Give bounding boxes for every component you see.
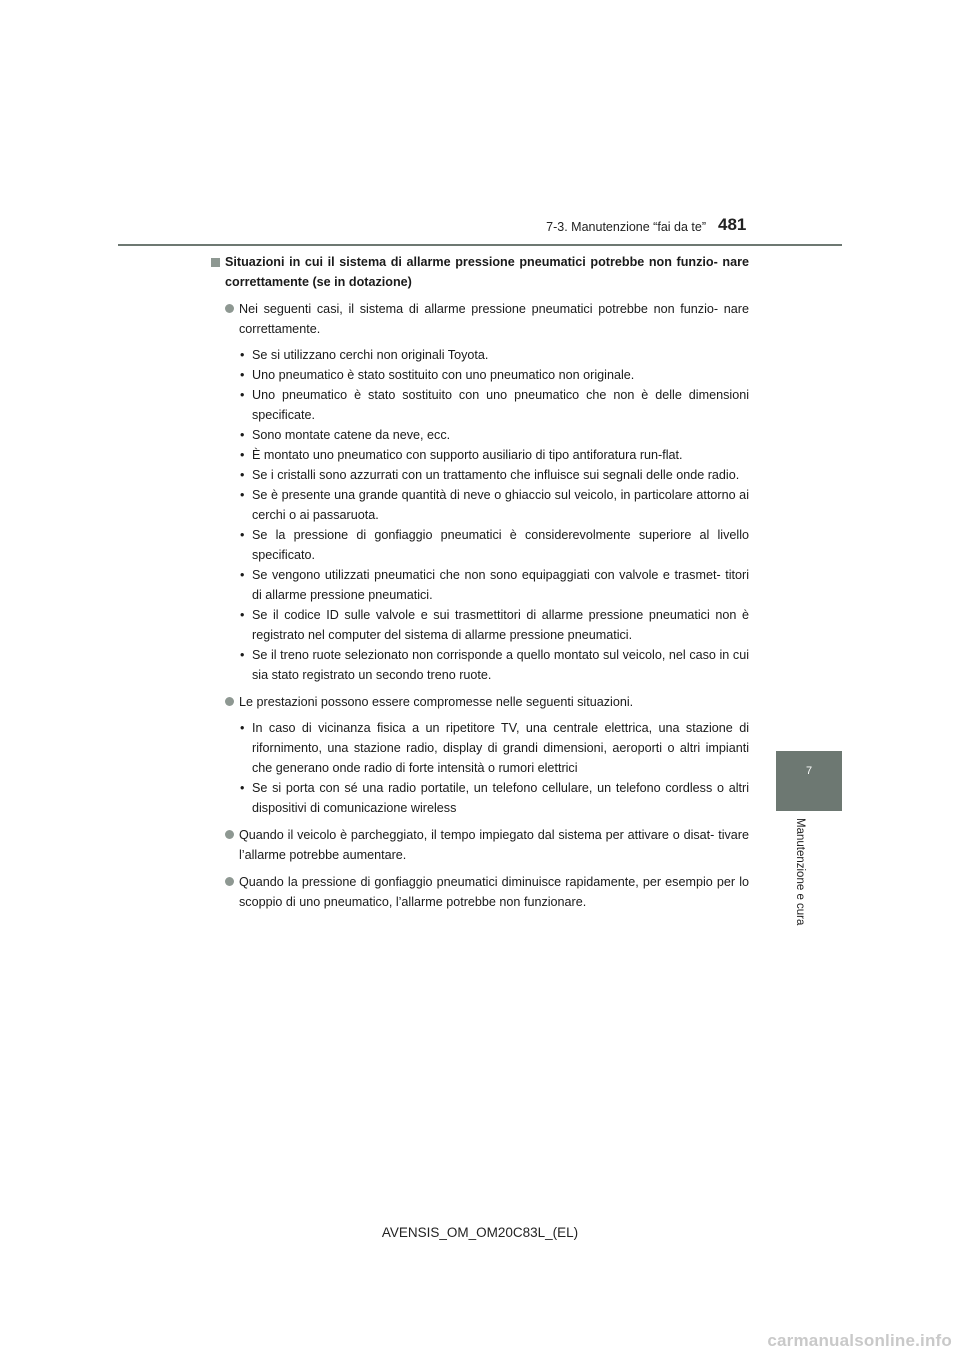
main-content	[211, 252, 749, 912]
dot-bullet-icon: •	[240, 648, 245, 662]
bullet-item-text: Nei seguenti casi, il sistema di allarme pressione pneumatici potrebbe non funzio- nare correttamente.	[239, 302, 749, 336]
sub-list-item-text: Se si utilizzano cerchi non originali Toyota.	[252, 348, 489, 362]
sub-list-item	[211, 445, 749, 465]
sub-list-item	[211, 525, 749, 565]
sub-list-item	[211, 365, 749, 385]
bullet-item	[211, 872, 749, 912]
sub-list-item-text: Se si porta con sé una radio portatile, un telefono cellulare, un telefono cordless o altri dispositivi di comunicazione wireless	[252, 781, 749, 815]
dot-bullet-icon: •	[240, 468, 245, 482]
sub-list-item	[211, 425, 749, 445]
sub-list-item-text: Uno pneumatico è stato sostituito con uno pneumatico che non è delle dimensioni specificate.	[252, 388, 749, 422]
circle-bullet-icon	[225, 830, 234, 839]
sub-list-item-text: È montato uno pneumatico con supporto ausiliario di tipo antiforatura run-flat.	[252, 448, 683, 462]
watermark: carmanualsonline.info	[767, 1331, 952, 1350]
sub-list-item	[211, 565, 749, 605]
sub-list-item-text: Uno pneumatico è stato sostituito con uno pneumatico non originale.	[252, 368, 635, 382]
bullet-item-text: Quando il veicolo è parcheggiato, il tempo impiegato dal sistema per attivare o disat- tivare l’allarme potrebbe aumentare.	[239, 828, 749, 862]
bullet-item	[211, 825, 749, 865]
sub-list-item	[211, 605, 749, 645]
dot-bullet-icon: •	[240, 368, 245, 382]
dot-bullet-icon: •	[240, 348, 245, 362]
section-heading	[211, 252, 749, 292]
chapter-number: 7	[805, 765, 813, 777]
sub-list-item-text: Se vengono utilizzati pneumatici che non sono equipaggiati con valvole e trasmet- titori di allarme pressione pneumatici.	[252, 568, 749, 602]
square-bullet-icon	[211, 258, 220, 267]
sub-list-item-text: Se è presente una grande quantità di neve o ghiaccio sul veicolo, in particolare attorno ai cerchi o ai passaruota.	[252, 488, 749, 522]
circle-bullet-icon	[225, 697, 234, 706]
sub-list-item-text: Se i cristalli sono azzurrati con un trattamento che influisce sui segnali delle onde radio.	[252, 468, 740, 482]
sub-list	[211, 718, 749, 818]
dot-bullet-icon: •	[240, 781, 245, 795]
dot-bullet-icon: •	[240, 388, 245, 402]
bullet-item-text: Le prestazioni possono essere compromesse nelle seguenti situazioni.	[239, 695, 634, 709]
circle-bullet-icon	[225, 877, 234, 886]
sub-list-item	[211, 345, 749, 365]
sub-list-item-text: Sono montate catene da neve, ecc.	[252, 428, 451, 442]
sub-list-item	[211, 718, 749, 778]
running-header-section: 7-3. Manutenzione “fai da te”	[546, 220, 706, 234]
sub-list-item-text: Se la pressione di gonfiaggio pneumatici è considerevolmente superiore al livello specificato.	[252, 528, 749, 562]
chapter-side-title	[790, 818, 810, 948]
sub-list-item-text: Se il treno ruote selezionato non corrisponde a quello montato sul veicolo, nel caso in cui sia stato registrato un secondo treno ruote.	[252, 648, 749, 682]
chapter-tab	[776, 751, 842, 811]
dot-bullet-icon: •	[240, 528, 245, 542]
sub-list-item-text: In caso di vicinanza fisica a un ripetitore TV, una centrale elettrica, una stazione di rifornimento, una stazione radio, display di grandi dimensioni, aeroporti o altri impianti che generano onde radio di forte intensità o rumori elettrici	[252, 721, 749, 775]
dot-bullet-icon: •	[240, 721, 245, 735]
sub-list	[211, 345, 749, 685]
bullet-item	[211, 299, 749, 339]
sub-list-item	[211, 485, 749, 525]
page-number: 481	[718, 215, 747, 234]
dot-bullet-icon: •	[240, 608, 245, 622]
circle-bullet-icon	[225, 304, 234, 313]
dot-bullet-icon: •	[240, 488, 245, 502]
sub-list-item	[211, 778, 749, 818]
dot-bullet-icon: •	[240, 448, 245, 462]
sub-list-item	[211, 385, 749, 425]
sub-list-item	[211, 645, 749, 685]
section-heading-text: Situazioni in cui il sistema di allarme pressione pneumatici potrebbe non funzio- nare correttamente (se in dotazione)	[225, 255, 749, 289]
dot-bullet-icon: •	[240, 428, 245, 442]
bullet-item-text: Quando la pressione di gonfiaggio pneumatici diminuisce rapidamente, per esempio per lo scoppio di uno pneumatico, l’allarme potrebbe non funzionare.	[239, 875, 749, 909]
header-divider	[118, 244, 842, 246]
sub-list-item-text: Se il codice ID sulle valvole e sui trasmettitori di allarme pressione pneumatici non è registrato nel computer del sistema di allarme pressione pneumatici.	[252, 608, 749, 642]
bullet-item	[211, 692, 749, 712]
dot-bullet-icon: •	[240, 568, 245, 582]
document-code: AVENSIS_OM_OM20C83L_(EL)	[381, 1225, 579, 1240]
sub-list-item	[211, 465, 749, 485]
items-list	[211, 299, 749, 912]
chapter-title-text: Manutenzione e cura	[794, 818, 806, 926]
